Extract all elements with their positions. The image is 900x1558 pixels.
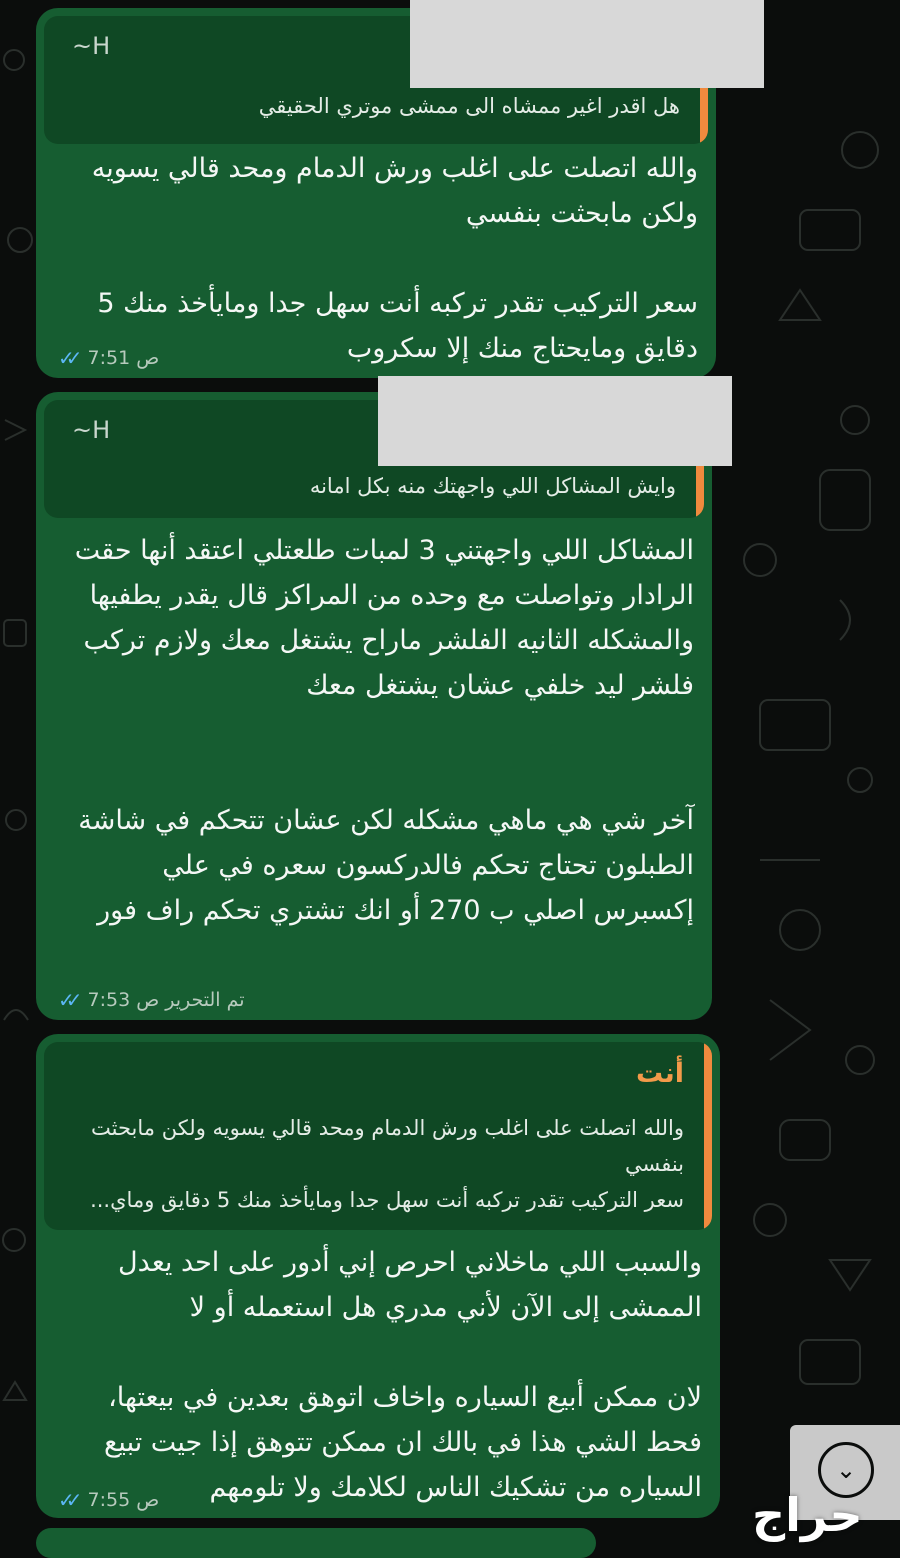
- message-time: 7:51 ص: [87, 347, 160, 369]
- quote-text: وايش المشاكل اللي واجهتك منه بكل امانه: [309, 474, 676, 498]
- read-receipt-icon: ✓✓: [58, 988, 74, 1012]
- quote-author-you: أنت: [636, 1058, 684, 1089]
- message-bubble-2[interactable]: [36, 392, 712, 1020]
- message-meta: [58, 1488, 159, 1512]
- quote-author: ~H: [72, 32, 111, 60]
- message-text: والله اتصلت على اغلب ورش الدمام ومحد قالي يسويه ولكن مابحثت بنفسي سعر التركيب تقدر تركبه أنت سهل جدا ومايأخذ منك 5 دقايق ومايحتاج منك إلا سكروب: [91, 153, 698, 364]
- message-text: المشاكل اللي واجهتني 3 لمبات طلعتلي اعتقد أنها حقت الرادار وتواصلت مع وحده من المراكز قال يقدر يطفيها والمشكله الثانيه الفلشر ماراح يشتغل معك ولازم تركب فلشر ليد خلفي عشان يشتغل معك آخر شي هي ماهي مشكله لكن عشان تتحكم في شاشة الطبلون تحتاج تحكم فالدركسون سعره في علي إكسبرس اصلي ب 270 أو انك تشتري تحكم راف فور: [74, 535, 694, 926]
- message-bubble-3[interactable]: [36, 1034, 720, 1518]
- read-receipt-icon: ✓✓: [58, 346, 74, 370]
- read-receipt-icon: ✓✓: [58, 1488, 74, 1512]
- redaction-box: [378, 376, 732, 466]
- message-time: 7:53 ص: [87, 989, 160, 1011]
- quote-text: هل اقدر اغير ممشاه الى ممشى موتري الحقيقي: [258, 94, 680, 118]
- quote-accent-bar: [704, 1042, 712, 1230]
- message-meta: [58, 988, 245, 1012]
- next-message-bubble-edge: [36, 1528, 596, 1558]
- watermark-logo: حراج: [752, 1488, 863, 1542]
- message-meta: [58, 346, 159, 370]
- quote-author: ~H: [72, 416, 111, 444]
- reply-quote-3[interactable]: [44, 1042, 712, 1230]
- edited-label: تم التحرير: [165, 989, 245, 1011]
- redaction-box: [410, 0, 764, 88]
- message-time: 7:55 ص: [87, 1489, 160, 1511]
- chevron-down-icon: ⌄: [835, 1456, 857, 1484]
- message-text: والسبب اللي ماخلاني احرص إني أدور على احد يعدل الممشى إلى الآن لأني مدري هل استعمله أو لا لان ممكن أبيع السياره واخاف اتوهق بعدين في بيعتها، فحط الشي هذا في بالك ان ممكن تتوهق إذا جيت تبيع السياره من تشكيك الناس لكلامك ولا تلومهم: [104, 1247, 702, 1503]
- quote-text-second-line: سعر التركيب تقدر تركبه أنت سهل جدا ومايأخذ منك 5 دقايق وماي...: [90, 1188, 684, 1212]
- quote-text: والله اتصلت على اغلب ورش الدمام ومحد قالي يسويه ولكن مابحثت بنفسي: [91, 1116, 684, 1176]
